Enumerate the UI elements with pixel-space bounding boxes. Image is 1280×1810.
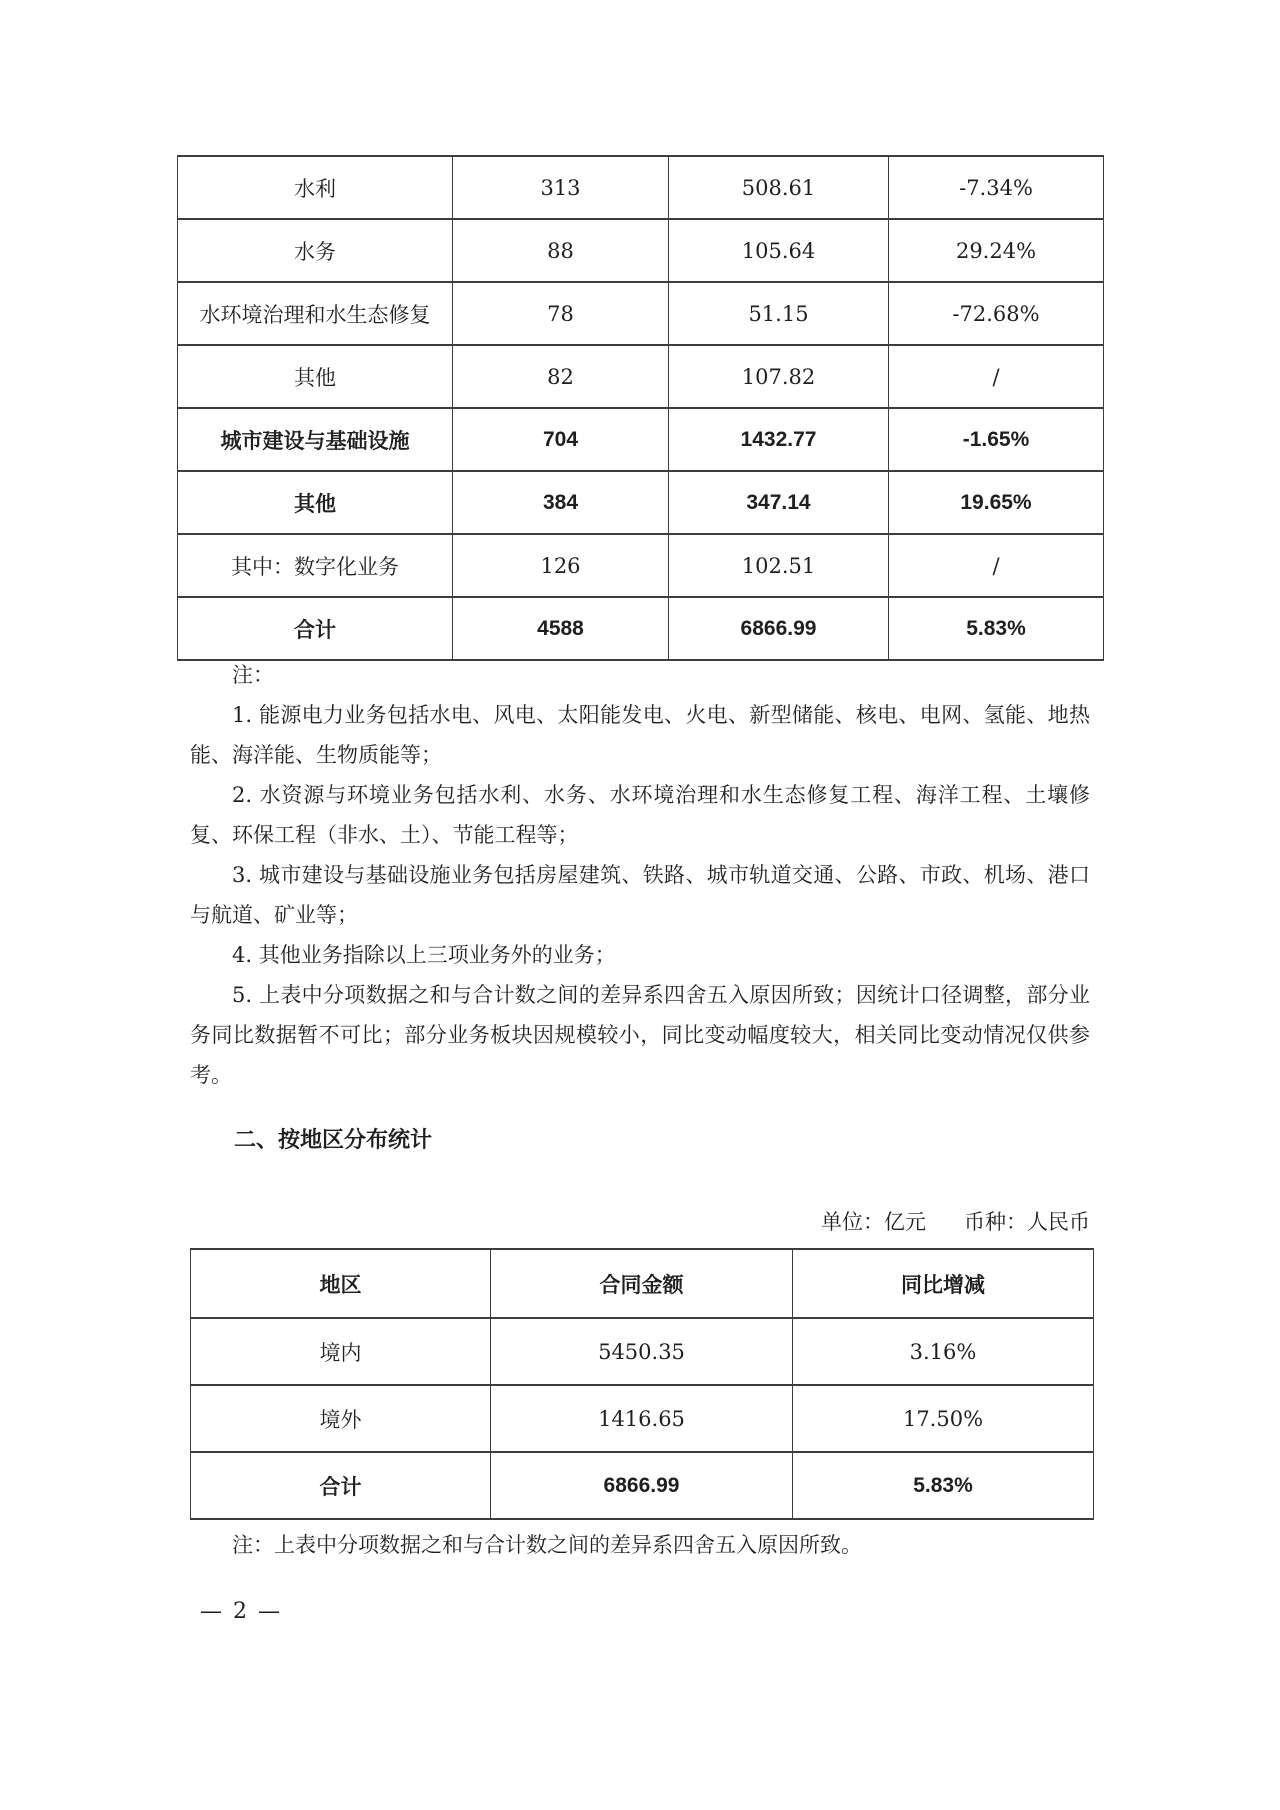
table-row — [178, 282, 1104, 345]
note-item: 5. 上表中分项数据之和与合计数之间的差异系四舍五入原因所致；因统计口径调整，部分业务同比数据暂不可比；部分业务板块因规模较小，同比变动幅度较大，相关同比变动情况仅供参考。 — [190, 983, 1090, 1087]
table-row-total — [191, 1452, 1094, 1519]
contract-amount: 1432.77 — [669, 408, 889, 471]
yoy-header: 同比增减 — [793, 1249, 1094, 1318]
contract-amount: 508.61 — [669, 156, 889, 219]
note-item: 1. 能源电力业务包括水电、风电、太阳能发电、火电、新型储能、核电、电网、氢能、地热能、海洋能、生物质能等； — [190, 703, 1090, 767]
unit-line — [190, 1202, 1090, 1242]
contract-amount: 1416.65 — [491, 1385, 793, 1452]
contract-amount: 102.51 — [669, 534, 889, 597]
region-label: 境内 — [191, 1318, 491, 1385]
note-item: 3. 城市建设与基础设施业务包括房屋建筑、铁路、城市轨道交通、公路、市政、机场、港口与航道、矿业等； — [190, 863, 1090, 927]
business-label: 水环境治理和水生态修复 — [178, 282, 453, 345]
note-item: 4. 其他业务指除以上三项业务外的业务； — [232, 943, 616, 967]
contract-amount: 105.64 — [669, 219, 889, 282]
contract-amount: 6866.99 — [669, 597, 889, 660]
contract-count: 78 — [453, 282, 669, 345]
yoy-change: -1.65% — [889, 408, 1104, 471]
currency-label: 币种：人民币 — [964, 1210, 1090, 1234]
business-label: 其他 — [178, 345, 453, 408]
table-row — [178, 219, 1104, 282]
yoy-change: / — [889, 345, 1104, 408]
yoy-change: 3.16% — [793, 1318, 1094, 1385]
contract-count: 4588 — [453, 597, 669, 660]
business-label: 合计 — [178, 597, 453, 660]
table-row — [191, 1318, 1094, 1385]
business-label: 其中：数字化业务 — [178, 534, 453, 597]
business-label: 其他 — [178, 471, 453, 534]
table2-note: 注：上表中分项数据之和与合计数之间的差异系四舍五入原因所致。 — [232, 1533, 862, 1557]
notes-section — [190, 655, 1090, 1095]
amount-header: 合同金额 — [491, 1249, 793, 1318]
contract-count: 704 — [453, 408, 669, 471]
contract-count: 313 — [453, 156, 669, 219]
table-row — [178, 534, 1104, 597]
business-distribution-table — [177, 155, 1104, 661]
yoy-change: 5.83% — [793, 1452, 1094, 1519]
notes-title: 注： — [232, 663, 274, 687]
contract-amount: 6866.99 — [491, 1452, 793, 1519]
contract-count: 88 — [453, 219, 669, 282]
table-row — [178, 408, 1104, 471]
yoy-change: / — [889, 534, 1104, 597]
contract-amount: 347.14 — [669, 471, 889, 534]
table-row — [178, 156, 1104, 219]
yoy-change: -7.34% — [889, 156, 1104, 219]
table-row — [178, 345, 1104, 408]
contract-count: 384 — [453, 471, 669, 534]
contract-amount: 51.15 — [669, 282, 889, 345]
page-number: — 2 — — [200, 1599, 282, 1624]
region-header: 地区 — [191, 1249, 491, 1318]
unit-label: 单位：亿元 — [821, 1210, 926, 1234]
table-row-total — [178, 597, 1104, 660]
contract-count: 126 — [453, 534, 669, 597]
business-label: 水利 — [178, 156, 453, 219]
business-label: 城市建设与基础设施 — [178, 408, 453, 471]
yoy-change: -72.68% — [889, 282, 1104, 345]
region-label: 合计 — [191, 1452, 491, 1519]
yoy-change: 19.65% — [889, 471, 1104, 534]
region-distribution-table — [190, 1248, 1094, 1520]
table-row — [191, 1385, 1094, 1452]
yoy-change: 5.83% — [889, 597, 1104, 660]
table-header-row — [191, 1249, 1094, 1318]
region-label: 境外 — [191, 1385, 491, 1452]
yoy-change: 17.50% — [793, 1385, 1094, 1452]
yoy-change: 29.24% — [889, 219, 1104, 282]
contract-amount: 107.82 — [669, 345, 889, 408]
section-heading: 二、按地区分布统计 — [234, 1127, 433, 1152]
note-item: 2. 水资源与环境业务包括水利、水务、水环境治理和水生态修复工程、海洋工程、土壤修复、环保工程（非水、土）、节能工程等； — [190, 783, 1090, 847]
contract-amount: 5450.35 — [491, 1318, 793, 1385]
contract-count: 82 — [453, 345, 669, 408]
table-row — [178, 471, 1104, 534]
business-label: 水务 — [178, 219, 453, 282]
